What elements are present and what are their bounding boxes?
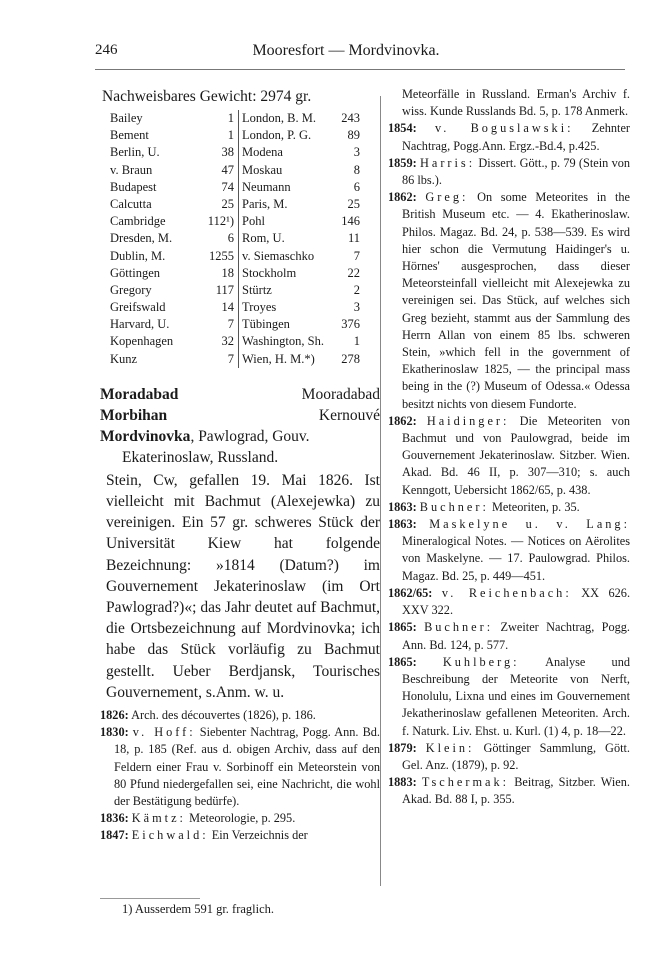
collection-name: Washington, Sh. — [242, 334, 324, 349]
reference-text: Dissert. Gött., p. 79 (Stein von 86 lbs.). — [402, 155, 631, 188]
collection-name: London, B. M. — [242, 111, 316, 125]
reference-entry — [388, 413, 630, 499]
weight-value: 38 — [221, 145, 234, 160]
weight-value: 74 — [221, 179, 234, 194]
reference-entry — [100, 827, 380, 844]
reference-entry — [388, 654, 630, 740]
reference-author: v. Hoff: — [132, 725, 196, 740]
weight-row — [110, 282, 360, 299]
reference-author: Haidinger: — [426, 413, 510, 428]
weight-value: 47 — [221, 162, 234, 177]
right-column — [388, 86, 630, 809]
weight-row — [110, 248, 360, 265]
weight-value: 2 — [353, 282, 360, 297]
reference-text: Ein Verzeichnis der — [211, 828, 308, 843]
reference-author: Buchner: — [419, 499, 489, 514]
reference-year: 1862: — [388, 413, 417, 428]
weight-value: 32 — [221, 334, 234, 349]
reference-entry — [100, 707, 380, 724]
entry-mordvinovka — [100, 426, 380, 468]
reference-text: Göttinger Sammlung, Gött. Gel. Anz. (1879), p. 92. — [402, 740, 630, 772]
weight-value: 89 — [347, 128, 360, 143]
collection-name: Calcutta — [110, 196, 152, 211]
collection-name: Modena — [242, 145, 283, 160]
reference-text: Zehnter Nachtrag, Pogg.Ann. Ergz.-Bd.4, p.425. — [402, 121, 631, 153]
entry-location: , Pawlograd, Gouv. — [190, 427, 310, 445]
left-column — [100, 86, 380, 845]
collection-name: Stürtz — [242, 282, 272, 297]
reference-author: Greg: — [425, 190, 469, 205]
reference-year: 1865: — [388, 620, 417, 635]
weight-value: 1255 — [209, 248, 234, 263]
weight-value: 1 — [227, 128, 234, 143]
collection-name: v. Siemaschko — [242, 248, 315, 263]
reference-text: Mineralogical Notes. — Notices on Aërolites von Maskelyne. — 17. Paulowgrad. Philos. Magaz. Bd. 25, p. 449—451. — [402, 534, 630, 583]
reference-entry — [388, 120, 630, 154]
weight-value: 117 — [215, 282, 234, 297]
reference-entry — [100, 810, 380, 827]
reference-entry — [388, 189, 630, 413]
weight-value: 6 — [227, 231, 234, 246]
collection-name: Gregory — [110, 282, 152, 297]
collection-name: Dresden, M. — [110, 231, 173, 246]
collection-name: Tübingen — [242, 317, 290, 332]
weight-row — [110, 213, 360, 230]
collection-name: Wien, H. M.*) — [242, 351, 315, 366]
weight-value: 1 — [227, 111, 234, 125]
reference-author: Tschermak: — [421, 775, 510, 790]
reference-text: Zweiter Nachtrag, Pogg. Ann. Bd. 124, p. 577. — [402, 620, 630, 652]
references-left — [100, 707, 380, 845]
reference-text: Meteoriten, p. 35. — [491, 499, 580, 514]
header-rule — [95, 69, 625, 70]
reference-entry — [388, 155, 630, 189]
reference-year: 1854: — [388, 121, 417, 136]
footnote: 1) Ausserdem 591 gr. fraglich. — [122, 902, 275, 916]
weight-value: 7 — [227, 317, 234, 332]
reference-author: Klein: — [425, 740, 475, 755]
weight-row — [110, 333, 360, 350]
entry-name: Moradabad — [100, 385, 179, 403]
weight-value: 3 — [353, 300, 360, 315]
entry-name: Morbihan — [100, 406, 168, 424]
column-divider — [380, 96, 381, 886]
collection-name: Rom, U. — [242, 231, 285, 246]
reference-author: v. Reichenbach: — [441, 585, 572, 600]
collection-name: Stockholm — [242, 265, 297, 280]
weight-value: 25 — [221, 196, 234, 211]
weight-row — [110, 196, 360, 213]
weight-value: 146 — [341, 214, 360, 229]
entry-moradabad — [100, 384, 380, 405]
reference-year: 1863: — [388, 517, 417, 532]
weight-value: 11 — [347, 231, 360, 246]
entry-location-cont: Ekaterinoslaw, Russland. — [122, 448, 279, 466]
collection-name: v. Braun — [110, 162, 153, 177]
entry-list — [100, 384, 380, 703]
reference-entry — [388, 585, 630, 619]
weight-value: 8 — [353, 162, 360, 177]
reference-entry — [388, 774, 630, 808]
weight-row — [110, 127, 360, 144]
weight-row — [110, 144, 360, 161]
weight-row — [110, 162, 360, 179]
reference-continuation: Meteorfälle in Russland. Erman's Archiv f. wiss. Kunde Russlands Bd. 5, p. 178 Anmerk. — [402, 87, 630, 119]
collection-name: Kopenhagen — [110, 334, 174, 349]
weight-row — [110, 316, 360, 333]
reference-author: Harris: — [419, 155, 476, 170]
reference-author: Buchner: — [424, 620, 494, 635]
reference-text: Arch. des découvertes (1826), p. 186. — [131, 708, 316, 723]
collection-name: Cambridge — [110, 214, 166, 229]
collection-name: Bement — [110, 128, 149, 143]
reference-year: 1879: — [388, 740, 417, 755]
reference-text: Die Meteoriten von Bachmut und von Paulowgrad, beide im Gouvernement Jekaterinoslaw. Sitzber. Wien. Akad. Bd. 46 II, p. 307—310; s. auch Kenngott, Uebersicht 1862/65, p. 438. — [402, 413, 630, 497]
reference-author: Eichwald: — [131, 828, 209, 843]
collection-name: Kunz — [110, 351, 138, 366]
weight-value: 6 — [353, 179, 360, 194]
weight-value: 376 — [341, 317, 360, 332]
reference-text: On some Meteorites in the British Museum etc. — 4. Ekatherinoslaw. Philos. Magaz. Bd. 24, p. 538—539. Es wird hier schon die Vermutung Haidinger's u. Hörnes' ausgesprochen, dass dieser Meteorsteinfall vielleicht mit Alexejewka zu vereinigen sei. Das Stück, auf welches sich Greg bezieht, stammt aus der Sammlung des Herrn Allan von einem 85 lbs. schweren Stein, »which fell in the government of Ekatherinoslaw 1825, — the principal mass being in the (?) Museum of Odessa.« Odessa besitzt nichts von diesem Fundorte. — [402, 190, 630, 411]
reference-year: 1826: — [100, 708, 129, 723]
reference-year: 1830: — [100, 725, 129, 740]
reference-author: v. Boguslawski: — [434, 121, 574, 136]
collection-name: Neumann — [242, 179, 291, 194]
collection-name: Berlin, U. — [110, 145, 160, 160]
weight-value: 3 — [353, 145, 360, 160]
footnote-rule — [100, 898, 200, 899]
reference-year: 1883: — [388, 775, 417, 790]
reference-entry — [388, 740, 630, 774]
weight-value: 7 — [227, 351, 234, 366]
reference-entry — [100, 724, 380, 810]
weight-value: 7 — [353, 248, 360, 263]
entry-morbihan — [100, 405, 380, 426]
weight-row — [110, 265, 360, 282]
collection-name: Pohl — [242, 214, 265, 229]
weight-row — [110, 351, 360, 368]
weight-row — [110, 230, 360, 247]
reference-entry — [388, 619, 630, 653]
weight-value: 18 — [221, 265, 234, 280]
weight-row — [110, 110, 360, 127]
weight-value: 22 — [347, 265, 360, 280]
collection-name: Paris, M. — [242, 196, 288, 211]
collection-name: Harvard, U. — [110, 317, 170, 332]
weight-total-title: Nachweisbares Gewicht: 2974 gr. — [102, 88, 312, 105]
collection-name: Bailey — [110, 111, 143, 125]
reference-text: Analyse und Beschreibung der Meteorite von Nerft, Honolulu, Lixna und eines im Gouvernement Jekatherinoslaw gefallenen Meteoriten. Arch. f. Naturk. Liv. Ehst. u. Kurl. (1) 4, p. 18—22. — [402, 654, 630, 738]
weight-value: 25 — [347, 196, 360, 211]
collection-name: Greifswald — [110, 300, 166, 315]
reference-text: Siebenter Nachtrag, Pogg. Ann. Bd. 18, p. 185 (Ref. aus d. obigen Archiv, dass auf den Feldern einer Frau v. Sorbinoff ein Meteorstein von 80 Pfund niedergefallen sei, eine Nachricht, die wohl der Bestätigung bedürfe). — [114, 725, 380, 809]
reference-year: 1862/65: — [388, 585, 433, 600]
reference-year: 1859: — [388, 155, 417, 170]
collection-name: Dublin, M. — [110, 248, 166, 263]
reference-year: 1836: — [100, 811, 129, 826]
weight-table — [110, 110, 360, 368]
weight-value: 278 — [341, 351, 360, 366]
collection-name: London, P. G. — [242, 128, 312, 143]
weight-row — [110, 299, 360, 316]
entry-reference: Mooradabad — [301, 385, 380, 403]
running-title: Mooresfort — Mordvinovka. — [252, 42, 440, 59]
reference-year: 1847: — [100, 828, 129, 843]
weight-value: 14 — [221, 300, 234, 315]
collection-name: Budapest — [110, 179, 157, 194]
mordvinovka-description: Stein, Cw, gefallen 19. Mai 1826. Ist vielleicht mit Bachmut (Alexejewka) zu vereinigen. Ein 57 gr. schweres Stück der Universität Kiew hat folgende Bezeichnung: »1814 (Datum?) im Gouvernement Jekaterinoslaw (im Ort Pawlograd?)«; das Jahr deutet auf Bachmut, die Ortsbezeichnung auf Mordvinovka; ich habe das Stück vorläufig zu Bachmut gestellt. Ueber Berdjansk, Tourisches Gouvernement, s.Anm. w. u. — [106, 471, 380, 701]
collection-name: Moskau — [242, 162, 283, 177]
reference-entry — [388, 516, 630, 585]
weight-value: 243 — [341, 111, 360, 125]
reference-author: Kämtz: — [131, 811, 186, 826]
weight-value: 112¹) — [207, 214, 234, 229]
reference-author: Kuhlberg: — [442, 654, 520, 669]
reference-year: 1863: — [388, 499, 417, 514]
entry-reference: Kernouvé — [318, 406, 380, 424]
reference-text: Meteorologie, p. 295. — [189, 811, 296, 826]
reference-text: Beitrag, Sitzber. Wien. Akad. Bd. 88 I, p. 355. — [402, 775, 630, 807]
weight-row — [110, 179, 360, 196]
reference-entry — [388, 499, 630, 516]
reference-author: Maskelyne u. v. Lang: — [429, 517, 630, 532]
weight-value: 1 — [353, 334, 360, 349]
reference-year: 1862: — [388, 190, 417, 205]
collection-name: Troyes — [242, 300, 277, 315]
reference-text: XX 626. XXV 322. — [402, 585, 631, 618]
references-right — [388, 120, 630, 808]
page-number: 246 — [95, 42, 118, 58]
collection-name: Göttingen — [110, 265, 160, 280]
reference-year: 1865: — [388, 654, 417, 669]
entry-name: Mordvinovka — [100, 427, 191, 445]
